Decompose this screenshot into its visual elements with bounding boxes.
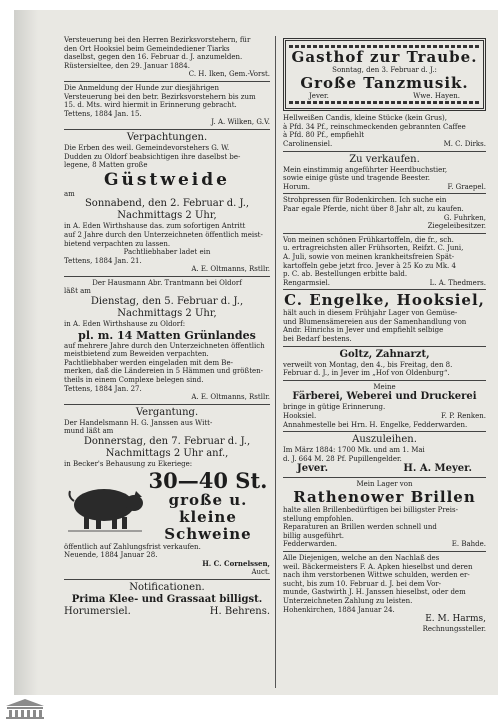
ad-signature: J. A. Wilken, G.V.: [211, 118, 270, 127]
ad-engelke-seeds: [283, 292, 486, 343]
ad-grassland-lease: [64, 279, 270, 402]
ad-line: Paar egale Pferde, nicht über 8 Jahr alt, zu kaufen.: [283, 204, 464, 213]
ad-gasthof-traube: [283, 38, 486, 111]
ad-line: meistbietend zum Beweiden verpachten.: [64, 350, 209, 359]
ad-separator: [283, 151, 486, 152]
right-column: [283, 36, 486, 634]
ad-line: sowie einige güste und tragende Beester.: [283, 174, 430, 183]
ad-line: den Ort Hooksiel beim Gemeindediener Tiarks: [64, 44, 230, 53]
ad-line: stellung empfohlen.: [283, 514, 354, 523]
ad-lending: [283, 434, 486, 475]
ad-signature: G. Fuhrken,: [443, 213, 486, 222]
ad-place: Jever.: [297, 463, 329, 475]
ad-separator: [283, 193, 486, 194]
section-heading: Notificationen.: [129, 581, 205, 593]
page-gutter-shadow: [14, 10, 38, 695]
ad-signature: E. Bahde.: [451, 540, 486, 549]
ad-line: Pachtliebhaber werden eingeladen mit dem Be-: [64, 358, 233, 367]
ad-title: Schweine: [164, 524, 252, 543]
ad-signature: F. Graepel.: [447, 182, 486, 191]
ad-title: Güstweide: [104, 169, 230, 190]
ad-line: Der Handelsmann H. G. Janssen aus Witt-: [64, 418, 213, 427]
ad-signature: C. H. Iken, Gem.-Vorst.: [188, 70, 270, 79]
ad-line: Tettens, 1884 Jan. 27.: [64, 384, 142, 393]
ad-title: Färberei, Weberei und Druckerei: [292, 391, 477, 403]
ad-title: Gasthof zur Traube.: [291, 48, 478, 66]
ad-line: à Pfd. 80 Pf., empfiehlt: [283, 131, 365, 140]
ad-line: kartoffeln gebe jetzt frco. Jever à 25 Ko zu Mk. 4: [283, 261, 456, 270]
ad-dyeworks: [283, 383, 486, 429]
section-heading: Zu verkaufen.: [349, 153, 420, 165]
ad-title: C. Engelke, Hooksiel,: [284, 291, 485, 310]
ad-line: in A. Eden Wirthshause zu Oldorf:: [64, 320, 186, 329]
ad-separator: [64, 579, 270, 580]
ad-line: Die Anmeldung der Hunde zur diesjährigen: [64, 83, 219, 92]
ad-title: große u. kleine: [168, 490, 248, 526]
ad-pasture-lease: [64, 132, 270, 274]
ad-line: legene, 8 Matten große: [64, 161, 148, 170]
ad-line: Meine: [373, 382, 396, 391]
ad-place: Carolinensiel.: [283, 139, 333, 148]
ad-place: Rengarmsiel.: [283, 278, 330, 287]
ad-line: mund läßt am: [64, 427, 114, 436]
ad-line: halte allen Brillenbedürftigen bei billigster Preis-: [283, 506, 458, 514]
ad-separator: [283, 346, 486, 347]
ad-signature: A. E. Oltmanns, Rstllr.: [191, 265, 270, 274]
ad-date: Donnerstag, den 7. Februar d. J.,: [83, 436, 251, 447]
ad-place: Fedderwarden.: [283, 540, 337, 549]
ad-date: Dienstag, den 5. Februar d. J.,: [90, 296, 244, 308]
ad-line: Februar d. J., in Jever im „Hof von Oldenburg“.: [283, 369, 450, 378]
ad-time: Nachmittags 2 Uhr,: [117, 210, 217, 222]
ad-signature: H. A. Meyer.: [403, 463, 472, 475]
ad-place: Horum.: [283, 182, 311, 191]
ad-separator: [283, 289, 486, 290]
ad-line: daselbst, gegen den 16. Februar d. J. anzumelden.: [64, 53, 243, 62]
ad-line: munde, Gastwirth J. H. Janssen hieselbst, oder dem: [283, 588, 466, 597]
ad-line: Pachtliebhaber ladet ein: [123, 248, 211, 257]
ad-line: läßt am: [64, 287, 91, 296]
ad-separator: [283, 551, 486, 552]
ad-line: Strohpressen für Bodenkirchen. Ich suche ein: [283, 196, 447, 205]
ad-line: Annahmestelle bei Hrn. H. Engelke, Fedderwarden.: [283, 420, 468, 429]
ad-line: u. ertragreichsten aller Frühsorten, Reifzt. C. Juni,: [283, 244, 464, 253]
ad-date: Sonnabend, den 2. Februar d. J.,: [84, 198, 250, 210]
ad-signature: H. Behrens.: [209, 605, 270, 617]
ad-line: in A. Eden Wirthshause das. zum sofortigen Antritt: [64, 222, 246, 231]
ad-line: in Becker's Behausung zu Ekeriege:: [64, 460, 193, 468]
ad-line: Alle Diejenigen, welche an den Nachlaß des: [283, 553, 440, 562]
ad-notifications: [64, 582, 270, 618]
ad-line: Tettens, 1884 Jan. 15.: [64, 109, 142, 118]
ad-line: und Blumensämereien aus der Samenhandlung von: [283, 317, 467, 326]
ad-separator: [283, 477, 486, 478]
ad-line: Andr. Hinrichs in Jever und empfiehlt selbige: [283, 326, 444, 335]
ad-price: 30—40 St.: [148, 467, 268, 493]
ad-line: bei Bedarf bestens.: [283, 335, 352, 344]
section-heading: Goltz, Zahnarzt,: [339, 348, 430, 360]
ad-line: Versteuerung bei den Herren Bezirksvorstehern, für: [64, 36, 251, 44]
ad-place: Jever.: [309, 91, 329, 100]
section-heading: Verpachtungen.: [126, 131, 208, 143]
ad-signature: Wwe. Hayen.: [413, 91, 460, 100]
ad-line: Reparaturen an Brillen werden schnell und: [283, 523, 437, 532]
ad-line: d. J. 664 M. 28 Pf. Pupillengelder.: [283, 454, 402, 463]
ad-place: Hooksiel.: [283, 412, 317, 421]
ad-line: sucht, bis zum 10. Februar d. J. bei dem Vor-: [283, 579, 441, 588]
ad-line: Von meinen schönen Frühkartoffeln, die fr., sch.: [283, 235, 454, 244]
ad-line: Mein einstimmig angeführter Heerdbuchstier,: [283, 165, 448, 174]
ad-signature: A. E. Oltmanns, Rstllr.: [191, 393, 270, 402]
ad-dog-tax-hooksiel: [64, 36, 270, 79]
ad-line: am: [64, 189, 75, 198]
ad-separator: [283, 380, 486, 381]
ad-time: Nachmittags 2 Uhr,: [117, 308, 217, 320]
ad-separator: [64, 81, 270, 82]
ad-separator: [64, 276, 270, 277]
ad-line: billig ausgeführt.: [283, 531, 345, 540]
ad-line: à Pfd. 34 Pf., reinschmeckenden gebrannten Caffee: [283, 122, 466, 131]
ad-line: Der Hausmann Abr. Trantmann bei Oldorf: [92, 278, 242, 287]
ad-signature: E. M. Harms,: [425, 614, 486, 625]
ad-title: pl. m. 14 Matten Grünlandes: [78, 328, 256, 342]
ad-line: Unterzeichneten Zahlung zu leisten.: [283, 596, 413, 605]
ad-line: auf mehrere Jahre durch den Unterzeichneten öffentlich: [64, 341, 265, 350]
section-heading: Auszuleihen.: [352, 434, 417, 446]
ad-dog-tax-tettens: [64, 84, 270, 127]
ad-line: Mein Lager von: [356, 480, 413, 489]
ad-title: Große Tanzmusik.: [300, 73, 469, 92]
ad-line: Die Erben des weil. Gemeindevorstehers G. W.: [64, 143, 230, 152]
left-column: [64, 36, 270, 618]
ad-line: 15. d. Mts. wird hiermit in Erinnerung gebracht.: [64, 101, 237, 110]
ad-line: p. C. ab. Bestellungen erbitte bald.: [283, 270, 408, 279]
ad-line: bietend verpachten zu lassen.: [64, 239, 171, 248]
ad-signature: M. C. Dirks.: [443, 139, 486, 148]
ad-line: verweilt von Montag, den 4., bis Freitag, den 8.: [283, 360, 453, 369]
ad-line: weil. Bäckermeisters F. A. Apken hieselbst und deren: [283, 562, 473, 571]
ad-dentist: [283, 349, 486, 378]
ad-signature: L. A. Thedmers.: [429, 278, 486, 287]
ad-line: Tettens, 1884 Jan. 21.: [64, 256, 142, 265]
ad-candis-coffee: [283, 114, 486, 148]
ad-signature: F. P. Renken.: [441, 412, 486, 421]
ad-separator: [64, 129, 270, 130]
column-divider: [275, 36, 276, 688]
ad-line: Dudden zu Oldorf beabsichtigen ihre daselbst be-: [64, 152, 241, 161]
ad-line: A. Juli, sowie von meinen krankheitsfreien Spät-: [283, 252, 455, 261]
ad-line: öffentlich auf Zahlungsfrist verkaufen.: [64, 542, 201, 551]
ad-line: Im März 1884: 1700 Mk. und am 1. Mai: [283, 446, 425, 455]
ad-line: theils in einem Complexe belegen sind.: [64, 376, 204, 385]
ad-line: Hellweißen Candis, kleine Stücke (kein Grus),: [283, 114, 447, 123]
library-building-logo-icon: [4, 698, 46, 719]
ad-pig-auction: [64, 407, 270, 577]
ad-estate-debts: [283, 554, 486, 634]
ad-line: Versteuerung bei den betr. Bezirksvorstehern bis zum: [64, 92, 256, 101]
ad-date: Sonntag, den 3. Februar d. J.:: [332, 66, 437, 74]
ad-for-sale: [283, 154, 486, 288]
ad-title: Prima Klee- und Grassaat billigst.: [71, 593, 263, 605]
ad-signature-title: Ziegeleibesitzer.: [427, 222, 486, 231]
ad-line: nach ihm verstorbenen Wittwe schulden, werden er-: [283, 571, 470, 580]
ad-line: hält auch in diesem Frühjahr Lager von Gemüse-: [283, 309, 458, 318]
ad-time: Nachmittags 2 Uhr anf.,: [105, 448, 229, 459]
section-heading: Vergantung.: [135, 406, 199, 418]
ad-separator: [283, 233, 486, 234]
ad-line: merken, daß die Ländereien in 5 Hämmen und größten-: [64, 367, 264, 376]
ornament-border: [289, 101, 480, 104]
ad-glasses: [283, 480, 486, 549]
ad-signature-title: Rechnungssteller.: [422, 625, 486, 634]
ad-separator: [283, 431, 486, 432]
ad-line: auf 2 Jahre durch den Unterzeichneten öffentlich meist-: [64, 230, 263, 239]
ad-place: Horumersiel.: [64, 605, 131, 617]
ad-signature-title: Auct.: [251, 568, 270, 577]
ad-line: Rüstersieltee, den 29. Januar 1884.: [64, 61, 190, 70]
ad-title: Rathenower Brillen: [293, 488, 476, 506]
ad-line: Hohenkirchen, 1884 Januar 24.: [283, 605, 395, 614]
ad-signature: H. C. Cornelssen,: [202, 558, 270, 568]
ad-separator: [64, 404, 270, 405]
ad-line: Neuende, 1884 Januar 28.: [64, 551, 158, 560]
ad-line: bringe in gütige Erinnerung.: [283, 403, 386, 412]
pig-illustration-icon: [64, 477, 146, 535]
